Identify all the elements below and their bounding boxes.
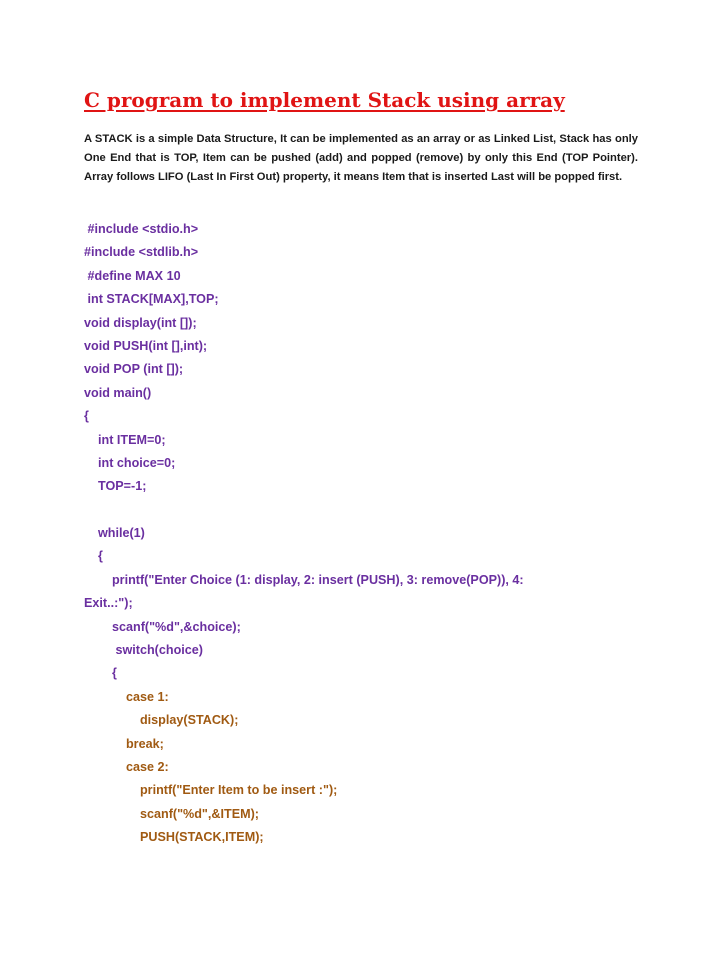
code-line: void POP (int []);	[84, 362, 184, 377]
code-line: case 2:	[84, 759, 169, 774]
intro-paragraph: A STACK is a simple Data Structure, It can be implemented as an array or as Linked List, Stack has only One End that is TOP, Item can be pushed (add) and popped (remove) by only this End (TOP Pointer). Array follows LIFO (Last In First Out) property, it means Item that is inserted Last will be popped first.	[84, 133, 638, 183]
code-line: void display(int []);	[84, 315, 197, 330]
code-line: printf("Enter Item to be insert :");	[84, 783, 338, 798]
code-line: printf("Enter Choice (1: display, 2: insert (PUSH), 3: remove(POP)), 4:	[84, 572, 524, 587]
code-line: case 1:	[84, 689, 169, 704]
code-line: void PUSH(int [],int);	[84, 338, 208, 353]
code-line: int choice=0;	[84, 455, 176, 470]
code-line: scanf("%d",&choice);	[84, 619, 241, 634]
code-line: {	[84, 409, 89, 424]
code-line: int ITEM=0;	[84, 432, 166, 447]
code-line: #include <stdlib.h>	[84, 245, 199, 260]
code-line: break;	[84, 736, 164, 751]
code-line: #define MAX 10	[84, 268, 181, 283]
code-line: display(STACK);	[84, 713, 239, 728]
page-title: C program to implement Stack using array	[84, 88, 565, 112]
code-line: #include <stdio.h>	[84, 222, 199, 236]
code-line: while(1)	[84, 526, 145, 541]
code-line: TOP=-1;	[84, 479, 147, 494]
code-line: void main()	[84, 385, 152, 400]
code-line: {	[84, 666, 117, 681]
code-line	[84, 499, 644, 522]
code-line: int STACK[MAX],TOP;	[84, 292, 219, 307]
code-block	[84, 218, 644, 850]
code-line: {	[84, 549, 103, 564]
code-line: switch(choice)	[84, 643, 203, 658]
code-line: scanf("%d",&ITEM);	[84, 806, 259, 821]
code-line: Exit..:");	[84, 596, 133, 611]
code-line: PUSH(STACK,ITEM);	[84, 830, 264, 845]
